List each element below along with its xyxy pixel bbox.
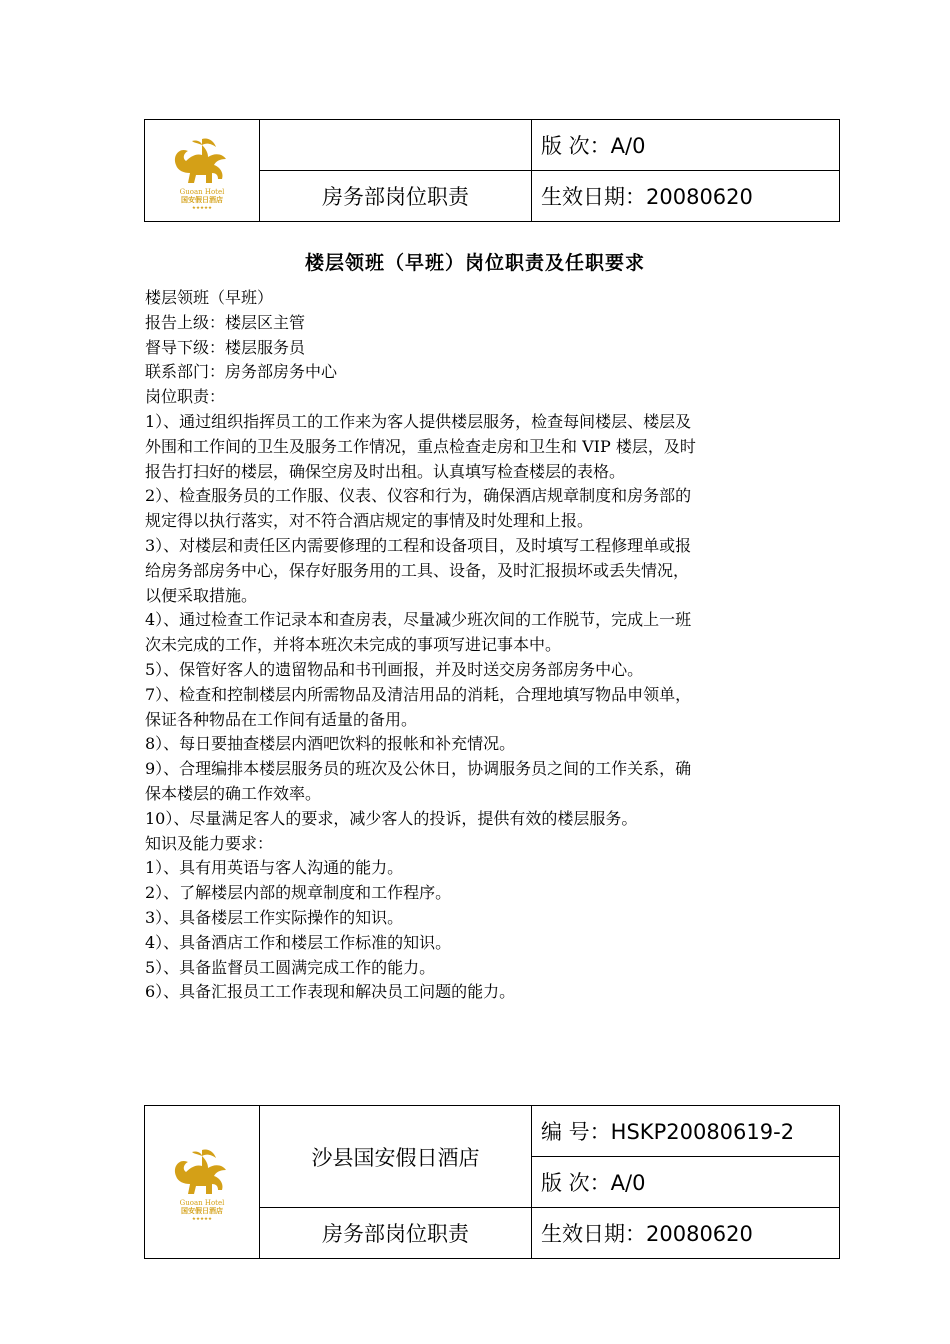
body-line: 2）、了解楼层内部的规章制度和工作程序。 [145, 883, 452, 903]
logo-stars: ★★★★★ [191, 205, 213, 211]
version-cell: 版 次：A/0 [532, 120, 840, 171]
document-body [145, 286, 815, 1005]
body-line: 1）、通过组织指挥员工的工作来为客人提供楼层服务，检查每间楼层、楼层及 [145, 411, 692, 431]
body-line: 7）、检查和控制楼层内所需物品及清洁用品的消耗，合理地填写物品申领单， [145, 684, 692, 704]
body-line: 6）、具备汇报员工工作表现和解决员工问题的能力。 [145, 982, 516, 1002]
body-line: 督导下级：楼层服务员 [145, 337, 306, 357]
code-cell: 编 号：HSKP20080619-2 [532, 1106, 840, 1157]
body-line: 保证各种物品在工作间有适量的备用。 [145, 709, 418, 729]
body-line: 1）、具有用英语与客人沟通的能力。 [145, 858, 404, 878]
body-line: 给房务部房务中心，保存好服务用的工具、设备，及时汇报损坏或丢失情况， [145, 560, 690, 580]
body-line: 5）、保管好客人的遗留物品和书刊画报，并及时送交房务部房务中心。 [145, 659, 644, 679]
body-line: 保本楼层的确工作效率。 [145, 783, 322, 803]
department-cell: 房务部岗位职责 [260, 171, 532, 222]
body-line: 2）、检查服务员的工作服、仪表、仪容和行为，确保酒店规章制度和房务部的 [145, 486, 692, 506]
body-line: 报告打扫好的楼层，确保空房及时出租。认真填写检查楼层的表格。 [145, 461, 626, 481]
document-title: 楼层领班（早班）岗位职责及任职要求 [304, 252, 645, 274]
logo-text-en: Guoan Hotel [179, 187, 225, 196]
logo-cell [145, 1106, 260, 1259]
hotel-name-cell: 沙县国安假日酒店 [260, 1106, 532, 1208]
body-line: 知识及能力要求： [145, 833, 274, 853]
effective-date-cell: 生效日期：20080620 [532, 1208, 840, 1259]
body-line: 次未完成的工作，并将本班次未完成的事项写进记事本中。 [145, 635, 562, 655]
body-line: 外围和工作间的卫生及服务工作情况，重点检查走房和卫生和 VIP 楼层，及时 [145, 436, 696, 456]
body-line: 楼层领班（早班） [145, 288, 274, 307]
logo-text-en: Guoan Hotel [179, 1199, 225, 1207]
body-line: 联系部门：房务部房务中心 [145, 362, 338, 382]
empty-cell [260, 120, 532, 171]
logo-text-cn: 国安假日酒店 [181, 1207, 223, 1215]
body-line: 4）、通过检查工作记录本和查房表，尽量减少班次间的工作脱节，完成上一班 [145, 610, 692, 630]
logo-text-cn: 国安假日酒店 [181, 195, 223, 204]
header-table-bottom [144, 1105, 840, 1259]
department-cell: 房务部岗位职责 [260, 1208, 532, 1259]
body-line: 报告上级：楼层区主管 [145, 312, 306, 332]
body-line: 3）、具备楼层工作实际操作的知识。 [145, 907, 404, 927]
body-line: 3）、对楼层和责任区内需要修理的工程和设备项目，及时填写工程修理单或报 [145, 535, 692, 555]
body-line: 岗位职责： [145, 387, 226, 407]
version-cell: 版 次：A/0 [532, 1157, 840, 1208]
effective-date-cell: 生效日期：20080620 [532, 171, 840, 222]
body-line: 规定得以执行落实，对不符合酒店规定的事情及时处理和上报。 [145, 511, 594, 531]
body-line: 以便采取措施。 [145, 585, 258, 605]
body-line: 10）、尽量满足客人的要求，减少客人的投诉，提供有效的楼层服务。 [145, 808, 638, 828]
logo-stars: ★★★★★ [191, 1217, 213, 1222]
body-line: 8）、每日要抽查楼层内酒吧饮料的报帐和补充情况。 [145, 734, 516, 754]
body-line: 4）、具备酒店工作和楼层工作标准的知识。 [145, 932, 452, 952]
logo-cell [145, 120, 260, 222]
body-line: 5）、具备监督员工圆满完成工作的能力。 [145, 957, 436, 977]
hotel-logo-icon [162, 1142, 242, 1222]
header-table-top [144, 119, 840, 222]
hotel-logo-icon [162, 131, 242, 211]
body-line: 9）、合理编排本楼层服务员的班次及公休日，协调服务员之间的工作关系，确 [145, 759, 692, 779]
